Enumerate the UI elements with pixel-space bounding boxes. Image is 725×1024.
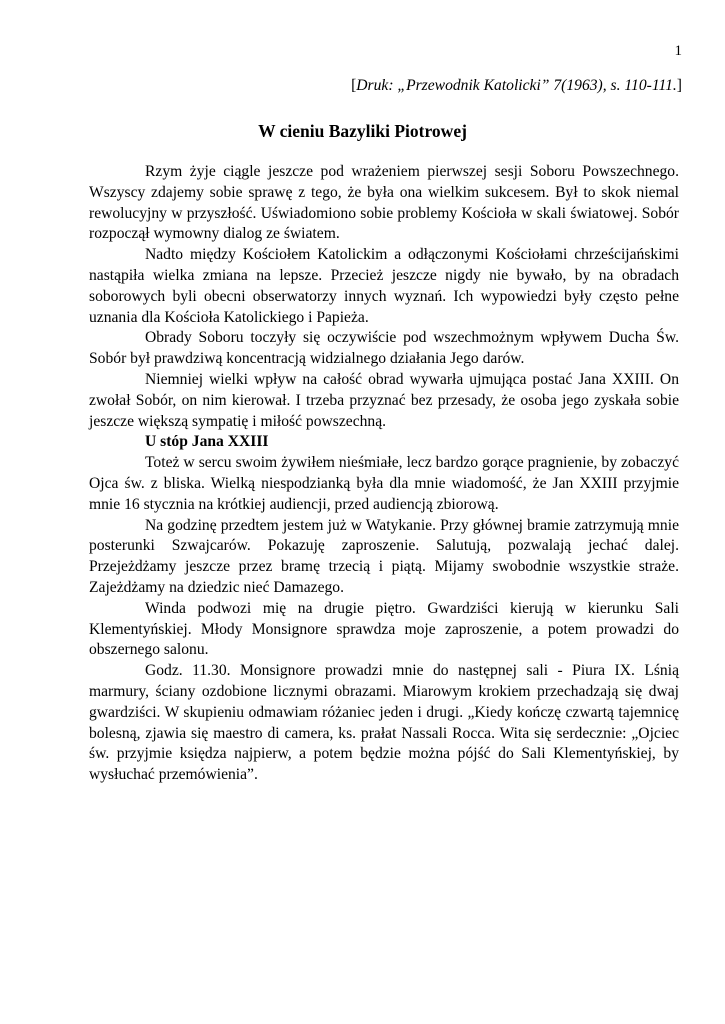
- paragraph: Winda podwozi mię na drugie piętro. Gwardziści kierują w kierunku Sali Klementyńskiej. Młody Monsignore sprawdza moje zaproszenie, a potem prowadzi do obszernego salonu.: [89, 599, 679, 659]
- paragraph: Rzym żyje ciągle jeszcze pod wrażeniem pierwszej sesji Soboru Powszechnego. Wszyscy zdajemy sobie sprawę z tego, że była ona wielkim sukcesem. Był to skok niemal rewolucyjny w przyszłość. Uświadomiono sobie problemy Kościoła w skali światowej. Sobór rozpoczął wymowny dialog ze światem.: [89, 163, 679, 243]
- paragraph: Niemniej wielki wpływ na całość obrad wywarła ujmująca postać Jana XXIII. On zwołał Sobór, on nim kierował. I trzeba przyznać bez przesady, że osoba jego zyskała sobie jeszcze większą sympatię i miłość powszechną.: [89, 370, 679, 430]
- source-citation: [351, 76, 682, 96]
- article-title: W cieniu Bazyliki Piotrowej: [258, 121, 467, 141]
- paragraph: Nadto między Kościołem Katolickim a odłączonymi Kościołami chrześcijańskimi nastąpiła wielka zmiana na lepsze. Przecież jeszcze nigdy nie bywało, by na obradach soborowych byli obecni obserwatorzy innych wyznań. Ich wypowiedzi były często pełne uznania dla Kościoła Katolickiego i Papieża.: [89, 246, 679, 326]
- article-body: [89, 162, 679, 786]
- paragraph: Obrady Soboru toczyły się oczywiście pod wszechmożnym wpływem Ducha Św. Sobór był prawdziwą koncentracją widzialnego działania Jego darów.: [89, 329, 679, 368]
- paragraph: Na godzinę przedtem jestem już w Watykanie. Przy głównej bramie zatrzymują mnie posterunki Szwajcarów. Pokazuję zaproszenie. Salutują, pozwalają jechać dalej. Przejeżdżamy jeszcze przez bramę trzecią i piątą. Mijamy swobodnie wszystkie straże. Zajeżdżamy na dziedzic nieć Damazego.: [89, 516, 679, 596]
- section-heading: U stóp Jana XXIII: [145, 433, 269, 451]
- source-citation-text: Druk: „Przewodnik Katolicki” 7(1963), s. 110-111.: [356, 77, 677, 94]
- paragraph: Toteż w sercu swoim żywiłem nieśmiałe, lecz bardzo gorące pragnienie, by zobaczyć Ojca św. z bliska. Wielką niespodzianką była dla mnie wiadomość, że Jan XXIII przyjmie mnie 16 stycznia na krótkiej audiencji, przed audiencją zbiorową.: [89, 454, 679, 513]
- page-number: 1: [674, 43, 682, 59]
- source-open-bracket: [: [351, 77, 357, 94]
- paragraph: Godz. 11.30. Monsignore prowadzi mnie do następnej sali - Piura IX. Lśnią marmury, ściany ozdobione licznymi obrazami. Miarowym krokiem przechadzają się dwaj gwardziści. W skupieniu odmawiam różaniec jeden i drugi. „Kiedy kończę czwartą tajemnicę bolesną, zjawia się maestro di camera, ks. prałat Nassali Rocca. Wita się serdecznie: „Ojciec św. przyjmie księdza najpierw, a potem będzie można pójść do Sali Klementyńskiej, by wysłuchać przemówienia”.: [89, 662, 679, 784]
- source-close-bracket: ]: [676, 77, 682, 94]
